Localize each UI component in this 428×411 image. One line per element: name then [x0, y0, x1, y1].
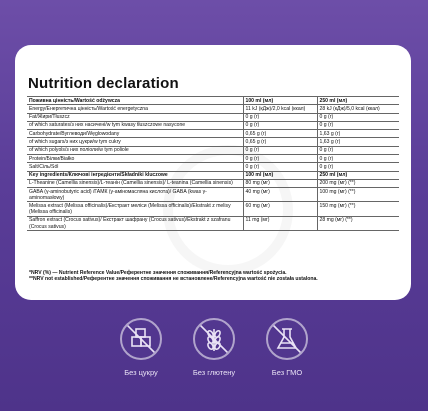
table-cell: Carbohydrate/Вуглеводи/Węglowodany	[27, 130, 243, 138]
table-cell: 0 g (г)	[243, 113, 317, 121]
table-row	[27, 179, 399, 187]
table-cell: 0 g (г)	[317, 163, 399, 171]
table-cell: 0 g (г)	[243, 121, 317, 129]
table-cell: 0 g (г)	[243, 154, 317, 162]
table-cell: 0,65 g (г)	[243, 130, 317, 138]
table-row	[27, 130, 399, 138]
nutrition-table	[27, 96, 399, 231]
table-cell: 0,65 g (г)	[243, 138, 317, 146]
table-cell: 100 mg (мг) (**)	[317, 188, 399, 202]
footnote-nrv-not-established: **NRV not established/Референтне значення споживання не встановлене/Referencyjna wartość nie została ustalona.	[29, 276, 318, 282]
table-cell: 150 mg (мг) (**)	[317, 202, 399, 216]
badge-label: Без глютену	[192, 368, 236, 377]
table-cell: 40 mg (мг)	[243, 188, 317, 202]
table-cell: 11 kJ (кДж)/2,0 kcal (ккал)	[243, 105, 317, 113]
badge-gluten-free	[190, 318, 238, 377]
page-title: Nutrition declaration	[28, 75, 179, 92]
table-cell: 60 mg (мг)	[243, 202, 317, 216]
table-row	[27, 113, 399, 121]
table-cell: 0 g (г)	[317, 121, 399, 129]
table-cell: 0 g (г)	[317, 154, 399, 162]
table-cell: Salt/Сіль/Sól	[27, 163, 243, 171]
wheat-crossed-icon	[193, 318, 235, 360]
key-ingredients-header-row	[27, 171, 399, 179]
table-cell: 28 kJ (кДж)/5,0 kcal (ккал)	[317, 105, 399, 113]
table-cell: 0 g (г)	[317, 146, 399, 154]
table-header-cell: 100 ml (мл)	[243, 97, 317, 105]
table-row	[27, 163, 399, 171]
table-row	[27, 105, 399, 113]
badge-sugar-free	[117, 318, 165, 377]
table-row	[27, 121, 399, 129]
table-row	[27, 138, 399, 146]
table-cell: of which polyols/з них поліоли/w tym poliole	[27, 146, 243, 154]
feature-badges	[0, 318, 428, 388]
footnotes	[29, 270, 399, 282]
table-row	[27, 146, 399, 154]
table-header-cell: Поживна цінність/Wartość odżywcza	[27, 97, 243, 105]
table-cell: of which sugars/з них цукри/w tym cukry	[27, 138, 243, 146]
table-header-cell: 100 ml (мл)	[243, 171, 317, 179]
table-header-row	[27, 97, 399, 105]
badge-label: Без цукру	[124, 368, 158, 377]
table-header-cell: Key ingredients/Ключові інгредієнти/Składniki kluczowe	[27, 171, 243, 179]
table-cell: 1,63 g (г)	[317, 138, 399, 146]
table-cell: 0 g (г)	[243, 163, 317, 171]
table-cell: Melissa extract (Melissa officinalis)/Екстракт меліси (Melissa officinalis)/Ekstrakt z melisy (Melissa officinalis)	[27, 202, 243, 216]
flask-crossed-icon	[266, 318, 308, 360]
table-cell: Saffron extract (Crocus sativus)/ Екстракт шафрану (Crocus sativus)/Ekstrakt z szafranu (Crocus sativus)	[27, 216, 243, 230]
table-cell: 0 g (г)	[243, 146, 317, 154]
table-cell: 11 mg (мг)	[243, 216, 317, 230]
table-row	[27, 202, 399, 216]
table-cell: 0 g (г)	[317, 113, 399, 121]
badge-gmo-free	[263, 318, 311, 377]
nutrition-card	[15, 45, 411, 300]
table-cell: GABA (γ-aminobutyric acid) /ГАМК (γ-аміномасляна кислота)/ GABA (kwas γ-aminomasłowy)	[27, 188, 243, 202]
table-cell: 80 mg (мг)	[243, 179, 317, 187]
badge-label: Без ГМО	[271, 368, 303, 377]
footnote-nrv: *NRV (%) — Nutrient Reference Value/Референтне значення споживання/Referencyjna wartość spożycia.	[29, 270, 287, 276]
table-cell: of which saturates/з них насичені/w tym kwasy tłuszczowe nasycone	[27, 121, 243, 129]
table-cell: Energy/Енергетична цінність/Wartość energetyczna	[27, 105, 243, 113]
table-cell: 200 mg (мг) (**)	[317, 179, 399, 187]
table-header-cell: 250 ml (мл)	[317, 171, 399, 179]
table-row	[27, 154, 399, 162]
table-header-cell: 250 ml (мл)	[317, 97, 399, 105]
table-cell: 28 mg (мг) (**)	[317, 216, 399, 230]
sugar-cubes-crossed-icon	[120, 318, 162, 360]
table-row	[27, 216, 399, 230]
table-row	[27, 188, 399, 202]
table-cell: L-Theanine (Camellia sinensis)/L-теанін (Camellia sinensis)/ L-teanina (Camellia sinensis)	[27, 179, 243, 187]
table-cell: 1,63 g (г)	[317, 130, 399, 138]
table-cell: Fat/Жири/Tłuszcz	[27, 113, 243, 121]
table-cell: Protein/Білки/Białko	[27, 154, 243, 162]
